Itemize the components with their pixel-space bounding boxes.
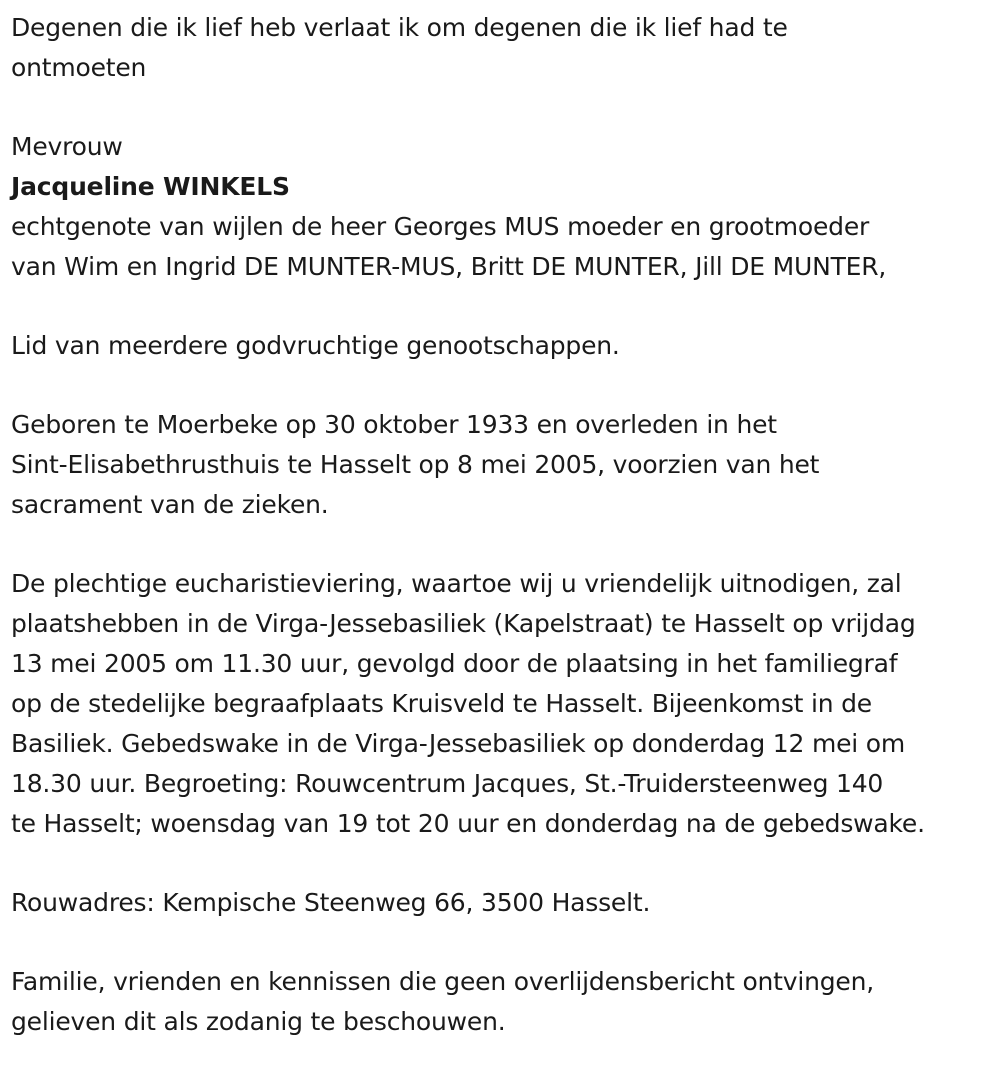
birth-death-paragraph bbox=[11, 405, 991, 525]
membership-paragraph: Lid van meerdere godvruchtige genootschappen. bbox=[11, 331, 620, 360]
ceremony-line: De plechtige eucharistieviering, waartoe wij u vriendelijk uitnodigen, zal bbox=[11, 569, 902, 598]
family-line: van Wim en Ingrid DE MUNTER-MUS, Britt DE MUNTER, Jill DE MUNTER, bbox=[11, 252, 887, 281]
ceremony-line: 13 mei 2005 om 11.30 uur, gevolgd door de plaatsing in het familiegraf bbox=[11, 649, 898, 678]
closing-line: gelieven dit als zodanig te beschouwen. bbox=[11, 1007, 506, 1036]
motto-paragraph bbox=[11, 8, 991, 88]
ceremony-line: te Hasselt; woensdag van 19 tot 20 uur en donderdag na de gebedswake. bbox=[11, 809, 925, 838]
ceremony-line: plaatshebben in de Virga-Jessebasiliek (Kapelstraat) te Hasselt op vrijdag bbox=[11, 609, 916, 638]
ceremony-line: Basiliek. Gebedswake in de Virga-Jessebasiliek op donderdag 12 mei om bbox=[11, 729, 906, 758]
birth-death-line: Geboren te Moerbeke op 30 oktober 1933 en overleden in het bbox=[11, 410, 777, 439]
spacer bbox=[11, 366, 991, 405]
family-line: echtgenote van wijlen de heer Georges MUS moeder en grootmoeder bbox=[11, 212, 870, 241]
birth-death-line: sacrament van de zieken. bbox=[11, 490, 329, 519]
motto-line: Degenen die ik lief heb verlaat ik om degenen die ik lief had te bbox=[11, 13, 788, 42]
birth-death-line: Sint-Elisabethrusthuis te Hasselt op 8 mei 2005, voorzien van het bbox=[11, 450, 820, 479]
spacer bbox=[11, 923, 991, 962]
ceremony-line: op de stedelijke begraafplaats Kruisveld te Hasselt. Bijeenkomst in de bbox=[11, 689, 872, 718]
address-paragraph: Rouwadres: Kempische Steenweg 66, 3500 Hasselt. bbox=[11, 888, 651, 917]
ceremony-paragraph bbox=[11, 564, 991, 844]
salutation: Mevrouw bbox=[11, 132, 123, 161]
family-paragraph bbox=[11, 207, 991, 287]
spacer bbox=[11, 844, 991, 883]
spacer bbox=[11, 525, 991, 564]
motto-line: ontmoeten bbox=[11, 53, 147, 82]
deceased-name: Jacqueline WINKELS bbox=[11, 172, 290, 201]
spacer bbox=[11, 88, 991, 127]
ceremony-line: 18.30 uur. Begroeting: Rouwcentrum Jacques, St.-Truidersteenweg 140 bbox=[11, 769, 884, 798]
obituary-notice bbox=[11, 8, 991, 1042]
closing-line: Familie, vrienden en kennissen die geen overlijdensbericht ontvingen, bbox=[11, 967, 875, 996]
closing-paragraph bbox=[11, 962, 991, 1042]
spacer bbox=[11, 287, 991, 326]
